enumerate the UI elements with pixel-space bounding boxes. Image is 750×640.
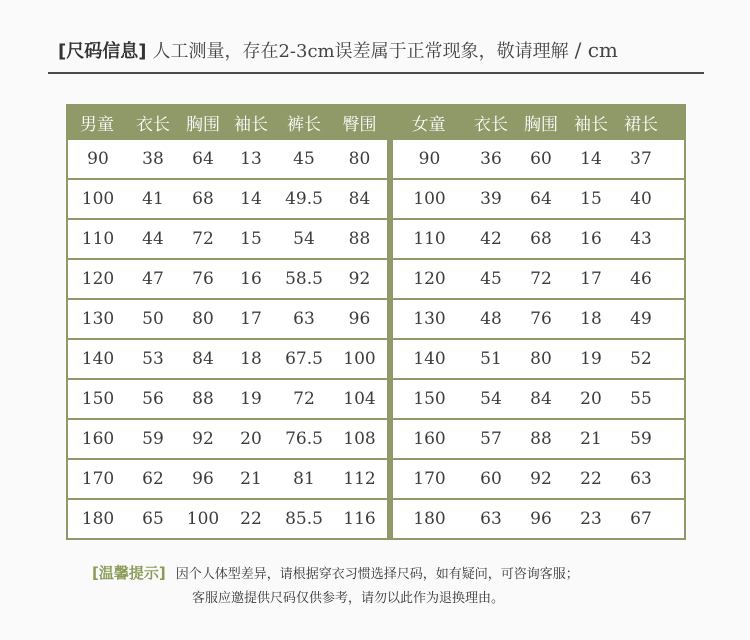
girls-table-row <box>393 180 684 218</box>
girls-col-header: 袖长 <box>574 114 608 135</box>
boys-table-cell: 100 <box>81 189 115 209</box>
girls-col-header: 衣长 <box>474 114 508 135</box>
girls-table-cell: 90 <box>418 149 441 169</box>
boys-table-cell: 22 <box>240 509 262 529</box>
girls-table-cell: 18 <box>580 309 602 329</box>
boys-table-cell: 76.5 <box>285 429 323 449</box>
girls-table-row <box>393 500 684 538</box>
girls-table-cell: 110 <box>413 229 446 249</box>
boys-table-cell: 19 <box>240 389 262 409</box>
girls-table-cell: 16 <box>580 229 602 249</box>
girls-table-cell: 150 <box>413 389 446 409</box>
girls-col-header: 女童 <box>411 114 446 135</box>
girls-table-cell: 72 <box>530 269 552 289</box>
girls-table-cell: 130 <box>413 309 446 329</box>
header-divider <box>48 72 704 74</box>
size-info-title: [尺码信息] <box>58 41 147 62</box>
girls-table-cell: 60 <box>480 469 502 489</box>
boys-table-cell: 45 <box>293 149 315 169</box>
girls-table-cell: 64 <box>530 189 552 209</box>
girls-table-cell: 80 <box>530 349 552 369</box>
boys-table-cell: 49.5 <box>285 189 323 209</box>
girls-table-cell: 92 <box>530 469 552 489</box>
girls-table-cell: 15 <box>580 189 602 209</box>
girls-table-row <box>393 220 684 258</box>
girls-table-cell: 14 <box>580 149 602 169</box>
girls-table-cell: 68 <box>530 229 552 249</box>
girls-table-cell: 180 <box>413 509 446 529</box>
girls-table-row <box>393 340 684 378</box>
boys-table-cell: 116 <box>343 509 376 529</box>
girls-table-cell: 52 <box>630 349 652 369</box>
boys-table-cell: 72 <box>192 229 214 249</box>
girls-table-cell: 23 <box>580 509 602 529</box>
size-table <box>66 104 686 540</box>
boys-table-cell: 53 <box>142 349 164 369</box>
boys-table-cell: 68 <box>192 189 214 209</box>
warm-tip <box>92 560 579 588</box>
boys-table-cell: 56 <box>142 389 164 409</box>
girls-table-cell: 100 <box>413 189 446 209</box>
boys-table-cell: 104 <box>343 389 376 409</box>
girls-table-row <box>393 380 684 418</box>
boys-col-header: 袖长 <box>234 114 268 135</box>
boys-table-cell: 88 <box>348 229 371 249</box>
girls-table-cell: 19 <box>580 349 602 369</box>
girls-table-cell: 42 <box>480 229 502 249</box>
boys-table-cell: 15 <box>240 229 262 249</box>
boys-table-cell: 21 <box>240 469 262 489</box>
boys-table-cell: 54 <box>293 229 315 249</box>
girls-table-cell: 84 <box>530 389 552 409</box>
boys-table-cell: 38 <box>142 149 164 169</box>
boys-table-cell: 80 <box>348 149 371 169</box>
boys-table-cell: 81 <box>293 469 315 489</box>
boys-col-header: 胸围 <box>186 114 220 135</box>
girls-table-cell: 63 <box>480 509 502 529</box>
boys-table-cell: 110 <box>81 229 115 249</box>
girls-table-cell: 140 <box>413 349 446 369</box>
girls-table-cell: 51 <box>480 349 502 369</box>
girls-table-row <box>393 140 684 178</box>
boys-table-cell: 112 <box>343 469 376 489</box>
girls-table-row <box>393 460 684 498</box>
girls-table-cell: 37 <box>630 149 652 169</box>
boys-col-header: 男童 <box>80 114 114 135</box>
girls-table-cell: 55 <box>630 389 652 409</box>
boys-table-cell: 96 <box>348 309 371 329</box>
girls-table-cell: 170 <box>413 469 446 489</box>
girls-table-cell: 39 <box>480 189 502 209</box>
girls-table-cell: 46 <box>630 269 652 289</box>
girls-table-cell: 120 <box>413 269 446 289</box>
boys-table-cell: 90 <box>87 149 109 169</box>
boys-table-cell: 20 <box>240 429 262 449</box>
girls-body <box>391 140 686 540</box>
boys-table-cell: 88 <box>192 389 214 409</box>
boys-table-cell: 14 <box>240 189 262 209</box>
boys-table-cell: 17 <box>240 309 262 329</box>
warm-tip-line2: 客服应邀提供尺码仅供参考，请勿以此作为退换理由。 <box>192 591 505 606</box>
boys-table-row <box>68 340 387 378</box>
boys-table-cell: 16 <box>240 269 262 289</box>
girls-col-header: 胸围 <box>524 114 558 135</box>
boys-table-cell: 130 <box>81 309 115 329</box>
girls-header-row <box>391 104 686 140</box>
girls-table-cell: 96 <box>530 509 552 529</box>
girls-table-cell: 36 <box>480 149 502 169</box>
boys-table-cell: 80 <box>192 309 214 329</box>
girls-table-cell: 63 <box>630 469 652 489</box>
boys-table-cell: 84 <box>348 189 371 209</box>
girls-table-cell: 49 <box>630 309 652 329</box>
boys-table-cell: 63 <box>293 309 315 329</box>
boys-table-cell: 13 <box>240 149 262 169</box>
girls-size-table <box>391 104 686 540</box>
measurement-note: 人工测量，存在2-3cm误差属于正常现象，敬请理解 <box>152 41 569 62</box>
girls-table-cell: 22 <box>580 469 602 489</box>
boys-table-cell: 85.5 <box>285 509 323 529</box>
boys-table-row <box>68 260 387 298</box>
boys-table-cell: 120 <box>81 269 115 289</box>
girls-table-cell: 20 <box>580 389 602 409</box>
boys-table-cell: 96 <box>192 469 214 489</box>
girls-table-cell: 76 <box>530 309 552 329</box>
boys-table-cell: 100 <box>186 509 220 529</box>
boys-table-cell: 50 <box>142 309 164 329</box>
unit-label: / cm <box>574 38 618 62</box>
girls-table-cell: 17 <box>580 269 602 289</box>
girls-table-cell: 60 <box>530 149 552 169</box>
girls-col-header: 裙长 <box>624 114 658 135</box>
boys-table-cell: 180 <box>81 509 115 529</box>
boys-table-cell: 140 <box>81 349 115 369</box>
boys-size-table <box>66 104 389 540</box>
boys-table-cell: 72 <box>293 389 315 409</box>
boys-body <box>66 140 389 540</box>
boys-table-cell: 62 <box>142 469 164 489</box>
boys-table-cell: 67.5 <box>285 349 323 369</box>
boys-table-cell: 18 <box>240 349 262 369</box>
boys-table-cell: 160 <box>81 429 115 449</box>
warm-tip-line1: 因个人体型差异，请根据穿衣习惯选择尺码，如有疑问，可咨询客服； <box>175 567 579 582</box>
boys-table-cell: 84 <box>192 349 214 369</box>
boys-table-cell: 41 <box>142 189 164 209</box>
boys-table-row <box>68 500 387 538</box>
girls-table-cell: 59 <box>630 429 652 449</box>
girls-table-row <box>393 260 684 298</box>
boys-table-cell: 58.5 <box>285 269 323 289</box>
boys-table-cell: 92 <box>348 269 371 289</box>
boys-table-row <box>68 220 387 258</box>
boys-col-header: 衣长 <box>136 114 170 135</box>
girls-table-cell: 21 <box>580 429 602 449</box>
boys-table-cell: 76 <box>192 269 214 289</box>
boys-table-cell: 150 <box>81 389 115 409</box>
girls-table-cell: 54 <box>480 389 502 409</box>
boys-table-row <box>68 380 387 418</box>
girls-table-cell: 67 <box>630 509 652 529</box>
boys-col-header: 裤长 <box>287 114 321 135</box>
boys-table-cell: 92 <box>192 429 214 449</box>
girls-table-cell: 48 <box>480 309 502 329</box>
boys-header-row <box>66 104 389 140</box>
boys-table-row <box>68 420 387 458</box>
boys-col-header: 臀围 <box>342 114 377 135</box>
boys-table-cell: 47 <box>142 269 164 289</box>
boys-table-cell: 64 <box>192 149 214 169</box>
girls-table-row <box>393 420 684 458</box>
boys-table-row <box>68 460 387 498</box>
girls-table-row <box>393 300 684 338</box>
boys-table-row <box>68 140 387 178</box>
boys-table-cell: 100 <box>343 349 376 369</box>
girls-table-cell: 40 <box>630 189 652 209</box>
warm-tip-label: [温馨提示] <box>92 564 166 582</box>
girls-table-cell: 43 <box>630 229 652 249</box>
boys-table-cell: 59 <box>142 429 164 449</box>
girls-table-cell: 45 <box>480 269 502 289</box>
girls-table-cell: 160 <box>413 429 446 449</box>
size-info-header <box>58 32 618 68</box>
boys-table-cell: 108 <box>343 429 376 449</box>
boys-table-cell: 44 <box>142 229 164 249</box>
girls-table-cell: 57 <box>480 429 502 449</box>
girls-table-cell: 88 <box>530 429 552 449</box>
boys-table-cell: 65 <box>142 509 164 529</box>
boys-table-row <box>68 180 387 218</box>
boys-table-cell: 170 <box>81 469 115 489</box>
boys-table-row <box>68 300 387 338</box>
